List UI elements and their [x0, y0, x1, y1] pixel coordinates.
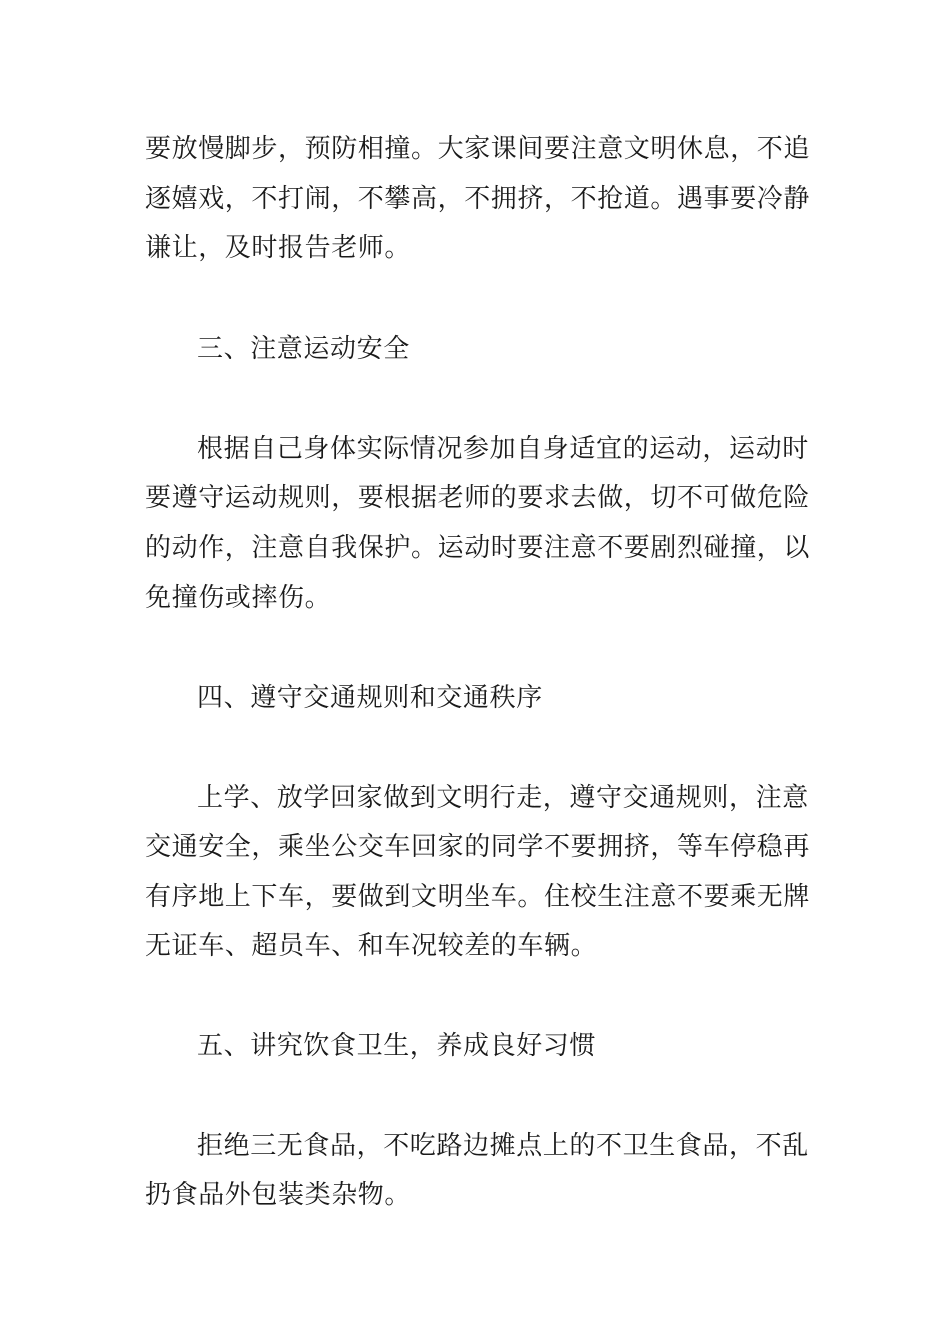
paragraph-line: 无证车、超员车、和车况较差的车辆。	[145, 931, 598, 961]
paragraph-line: 的动作，注意自我保护。运动时要注意不要剧烈碰撞，以	[145, 533, 811, 563]
paragraph-line: 有序地上下车，要做到文明坐车。住校生注意不要乘无牌	[145, 882, 811, 912]
paragraph-line: 交通安全，乘坐公交车回家的同学不要拥挤，等车停稳再	[145, 832, 811, 862]
section-heading-4: 四、遵守交通规则和交通秩序	[197, 683, 543, 713]
paragraph-line: 逐嬉戏，不打闹，不攀高，不拥挤，不抢道。遇事要冷静	[145, 184, 811, 214]
paragraph-line: 免撞伤或摔伤。	[145, 583, 332, 613]
paragraph-line: 扔食品外包装类杂物。	[145, 1180, 412, 1210]
section-heading-5: 五、讲究饮食卫生，养成良好习惯	[197, 1031, 597, 1061]
paragraph-line: 要遵守运动规则，要根据老师的要求去做，切不可做危险	[145, 483, 811, 513]
paragraph-line: 谦让，及时报告老师。	[145, 233, 412, 263]
paragraph-line: 根据自己身体实际情况参加自身适宜的运动，运动时	[197, 434, 809, 464]
section-heading-3: 三、注意运动安全	[197, 334, 410, 364]
paragraph-line: 要放慢脚步，预防相撞。大家课间要注意文明休息，不追	[145, 134, 811, 164]
paragraph-line: 上学、放学回家做到文明行走，遵守交通规则，注意	[197, 783, 809, 813]
paragraph-line: 拒绝三无食品，不吃路边摊点上的不卫生食品，不乱	[197, 1131, 809, 1161]
